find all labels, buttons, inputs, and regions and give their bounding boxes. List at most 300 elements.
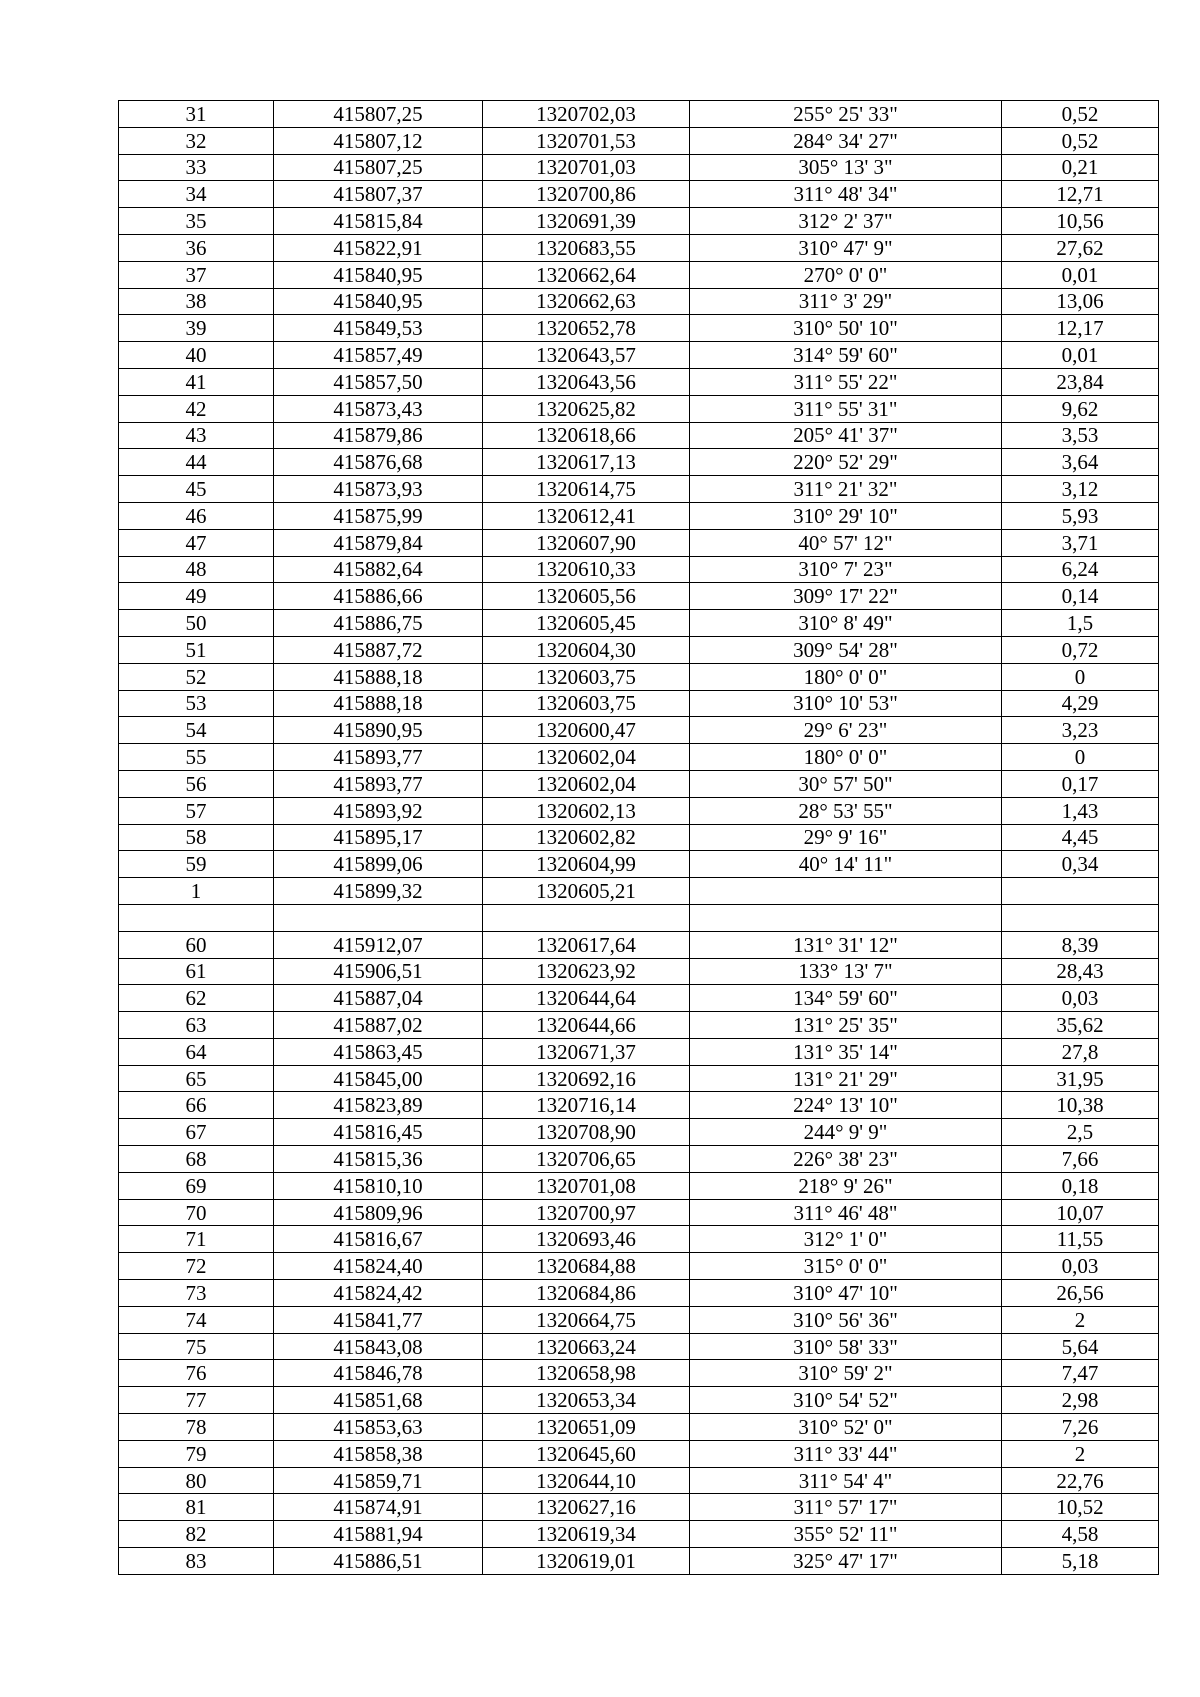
bearing-cell: 205° 41' 37" [690, 422, 1002, 449]
distance-cell: 0,01 [1002, 342, 1159, 369]
distance-cell: 12,17 [1002, 315, 1159, 342]
x-coordinate-cell: 415845,00 [274, 1065, 483, 1092]
distance-cell [1002, 904, 1159, 931]
bearing-cell: 29° 6' 23" [690, 717, 1002, 744]
y-coordinate-cell: 1320684,86 [483, 1280, 690, 1307]
distance-cell: 0,03 [1002, 1253, 1159, 1280]
distance-cell: 2,98 [1002, 1387, 1159, 1414]
point-number-cell: 62 [119, 985, 274, 1012]
y-coordinate-cell: 1320716,14 [483, 1092, 690, 1119]
x-coordinate-cell: 415807,12 [274, 127, 483, 154]
table-row [119, 395, 1159, 422]
distance-cell: 31,95 [1002, 1065, 1159, 1092]
table-row [119, 1494, 1159, 1521]
bearing-cell: 310° 52' 0" [690, 1414, 1002, 1441]
point-number-cell: 73 [119, 1280, 274, 1307]
bearing-cell: 255° 25' 33" [690, 101, 1002, 128]
y-coordinate-cell: 1320604,30 [483, 636, 690, 663]
x-coordinate-cell: 415906,51 [274, 958, 483, 985]
x-coordinate-cell: 415858,38 [274, 1440, 483, 1467]
x-coordinate-cell: 415873,93 [274, 476, 483, 503]
distance-cell: 12,71 [1002, 181, 1159, 208]
table-row [119, 449, 1159, 476]
point-number-cell: 72 [119, 1253, 274, 1280]
y-coordinate-cell: 1320602,04 [483, 770, 690, 797]
y-coordinate-cell: 1320693,46 [483, 1226, 690, 1253]
x-coordinate-cell: 415893,77 [274, 770, 483, 797]
point-number-cell: 56 [119, 770, 274, 797]
distance-cell [1002, 878, 1159, 905]
distance-cell: 13,06 [1002, 288, 1159, 315]
point-number-cell: 35 [119, 208, 274, 235]
table-row [119, 851, 1159, 878]
distance-cell: 0 [1002, 663, 1159, 690]
bearing-cell: 311° 54' 4" [690, 1467, 1002, 1494]
distance-cell: 0,14 [1002, 583, 1159, 610]
y-coordinate-cell: 1320701,03 [483, 154, 690, 181]
point-number-cell: 1 [119, 878, 274, 905]
table-row [119, 1360, 1159, 1387]
point-number-cell: 41 [119, 368, 274, 395]
bearing-cell: 311° 3' 29" [690, 288, 1002, 315]
table-row [119, 1306, 1159, 1333]
distance-cell: 27,8 [1002, 1038, 1159, 1065]
x-coordinate-cell: 415823,89 [274, 1092, 483, 1119]
bearing-cell: 311° 57' 17" [690, 1494, 1002, 1521]
point-number-cell: 69 [119, 1172, 274, 1199]
distance-cell: 4,45 [1002, 824, 1159, 851]
table-row [119, 101, 1159, 128]
y-coordinate-cell: 1320684,88 [483, 1253, 690, 1280]
y-coordinate-cell: 1320691,39 [483, 208, 690, 235]
x-coordinate-cell: 415874,91 [274, 1494, 483, 1521]
table-row [119, 1226, 1159, 1253]
y-coordinate-cell: 1320651,09 [483, 1414, 690, 1441]
point-number-cell: 64 [119, 1038, 274, 1065]
bearing-cell: 30° 57' 50" [690, 770, 1002, 797]
y-coordinate-cell: 1320701,53 [483, 127, 690, 154]
table-row [119, 1440, 1159, 1467]
table-row [119, 1521, 1159, 1548]
point-number-cell: 81 [119, 1494, 274, 1521]
x-coordinate-cell: 415893,92 [274, 797, 483, 824]
bearing-cell: 220° 52' 29" [690, 449, 1002, 476]
table-row [119, 1199, 1159, 1226]
y-coordinate-cell: 1320610,33 [483, 556, 690, 583]
bearing-cell: 311° 46' 48" [690, 1199, 1002, 1226]
table-row [119, 824, 1159, 851]
y-coordinate-cell: 1320617,13 [483, 449, 690, 476]
y-coordinate-cell: 1320664,75 [483, 1306, 690, 1333]
x-coordinate-cell: 415888,18 [274, 690, 483, 717]
x-coordinate-cell: 415815,84 [274, 208, 483, 235]
x-coordinate-cell: 415890,95 [274, 717, 483, 744]
x-coordinate-cell: 415807,25 [274, 154, 483, 181]
bearing-cell: 284° 34' 27" [690, 127, 1002, 154]
point-number-cell: 39 [119, 315, 274, 342]
x-coordinate-cell: 415809,96 [274, 1199, 483, 1226]
point-number-cell: 46 [119, 502, 274, 529]
x-coordinate-cell: 415882,64 [274, 556, 483, 583]
bearing-cell: 325° 47' 17" [690, 1548, 1002, 1575]
point-number-cell: 43 [119, 422, 274, 449]
distance-cell: 2 [1002, 1440, 1159, 1467]
table-row [119, 1253, 1159, 1280]
y-coordinate-cell: 1320658,98 [483, 1360, 690, 1387]
y-coordinate-cell: 1320644,64 [483, 985, 690, 1012]
y-coordinate-cell: 1320602,04 [483, 744, 690, 771]
y-coordinate-cell: 1320662,64 [483, 261, 690, 288]
distance-cell: 3,64 [1002, 449, 1159, 476]
table-row [119, 368, 1159, 395]
point-number-cell: 68 [119, 1146, 274, 1173]
x-coordinate-cell: 415815,36 [274, 1146, 483, 1173]
distance-cell: 3,53 [1002, 422, 1159, 449]
bearing-cell: 244° 9' 9" [690, 1119, 1002, 1146]
x-coordinate-cell: 415822,91 [274, 234, 483, 261]
coordinates-table-body [119, 101, 1159, 1575]
y-coordinate-cell [483, 904, 690, 931]
y-coordinate-cell: 1320663,24 [483, 1333, 690, 1360]
y-coordinate-cell: 1320671,37 [483, 1038, 690, 1065]
bearing-cell: 310° 47' 10" [690, 1280, 1002, 1307]
x-coordinate-cell: 415843,08 [274, 1333, 483, 1360]
x-coordinate-cell: 415875,99 [274, 502, 483, 529]
table-row [119, 1119, 1159, 1146]
bearing-cell: 133° 13' 7" [690, 958, 1002, 985]
x-coordinate-cell: 415859,71 [274, 1467, 483, 1494]
point-number-cell: 63 [119, 1012, 274, 1039]
y-coordinate-cell: 1320617,64 [483, 931, 690, 958]
table-row [119, 288, 1159, 315]
y-coordinate-cell: 1320605,21 [483, 878, 690, 905]
table-row [119, 234, 1159, 261]
point-number-cell: 80 [119, 1467, 274, 1494]
x-coordinate-cell: 415887,02 [274, 1012, 483, 1039]
y-coordinate-cell: 1320614,75 [483, 476, 690, 503]
point-number-cell: 54 [119, 717, 274, 744]
table-row [119, 1467, 1159, 1494]
point-number-cell: 31 [119, 101, 274, 128]
table-row [119, 181, 1159, 208]
bearing-cell: 218° 9' 26" [690, 1172, 1002, 1199]
bearing-cell: 310° 29' 10" [690, 502, 1002, 529]
bearing-cell: 305° 13' 3" [690, 154, 1002, 181]
y-coordinate-cell: 1320619,01 [483, 1548, 690, 1575]
x-coordinate-cell: 415888,18 [274, 663, 483, 690]
x-coordinate-cell: 415887,72 [274, 636, 483, 663]
table-row [119, 931, 1159, 958]
table-row [119, 315, 1159, 342]
distance-cell: 26,56 [1002, 1280, 1159, 1307]
x-coordinate-cell [274, 904, 483, 931]
y-coordinate-cell: 1320700,86 [483, 181, 690, 208]
point-number-cell: 47 [119, 529, 274, 556]
x-coordinate-cell: 415840,95 [274, 261, 483, 288]
distance-cell: 7,47 [1002, 1360, 1159, 1387]
distance-cell: 0,34 [1002, 851, 1159, 878]
table-row [119, 690, 1159, 717]
table-row [119, 422, 1159, 449]
table-row [119, 1280, 1159, 1307]
distance-cell: 0,52 [1002, 101, 1159, 128]
bearing-cell: 226° 38' 23" [690, 1146, 1002, 1173]
bearing-cell: 310° 59' 2" [690, 1360, 1002, 1387]
table-row [119, 502, 1159, 529]
point-number-cell: 77 [119, 1387, 274, 1414]
distance-cell: 10,52 [1002, 1494, 1159, 1521]
x-coordinate-cell: 415886,75 [274, 610, 483, 637]
bearing-cell: 180° 0' 0" [690, 663, 1002, 690]
x-coordinate-cell: 415849,53 [274, 315, 483, 342]
distance-cell: 8,39 [1002, 931, 1159, 958]
table-row [119, 797, 1159, 824]
x-coordinate-cell: 415816,67 [274, 1226, 483, 1253]
x-coordinate-cell: 415863,45 [274, 1038, 483, 1065]
table-row [119, 636, 1159, 663]
point-number-cell: 59 [119, 851, 274, 878]
distance-cell: 10,38 [1002, 1092, 1159, 1119]
distance-cell: 2,5 [1002, 1119, 1159, 1146]
table-row [119, 878, 1159, 905]
x-coordinate-cell: 415873,43 [274, 395, 483, 422]
distance-cell: 27,62 [1002, 234, 1159, 261]
y-coordinate-cell: 1320662,63 [483, 288, 690, 315]
distance-cell: 35,62 [1002, 1012, 1159, 1039]
y-coordinate-cell: 1320619,34 [483, 1521, 690, 1548]
bearing-cell [690, 904, 1002, 931]
x-coordinate-cell: 415816,45 [274, 1119, 483, 1146]
point-number-cell: 38 [119, 288, 274, 315]
distance-cell: 1,5 [1002, 610, 1159, 637]
table-row [119, 556, 1159, 583]
distance-cell: 0,21 [1002, 154, 1159, 181]
table-row [119, 342, 1159, 369]
distance-cell: 5,93 [1002, 502, 1159, 529]
table-row [119, 583, 1159, 610]
point-number-cell: 32 [119, 127, 274, 154]
table-row [119, 958, 1159, 985]
bearing-cell: 224° 13' 10" [690, 1092, 1002, 1119]
bearing-cell: 311° 21' 32" [690, 476, 1002, 503]
table-row [119, 1038, 1159, 1065]
distance-cell: 0,18 [1002, 1172, 1159, 1199]
y-coordinate-cell: 1320627,16 [483, 1494, 690, 1521]
x-coordinate-cell: 415886,51 [274, 1548, 483, 1575]
table-row [119, 1065, 1159, 1092]
bearing-cell: 180° 0' 0" [690, 744, 1002, 771]
x-coordinate-cell: 415824,40 [274, 1253, 483, 1280]
distance-cell: 7,26 [1002, 1414, 1159, 1441]
distance-cell: 22,76 [1002, 1467, 1159, 1494]
y-coordinate-cell: 1320602,13 [483, 797, 690, 824]
bearing-cell: 310° 7' 23" [690, 556, 1002, 583]
table-row [119, 770, 1159, 797]
x-coordinate-cell: 415899,06 [274, 851, 483, 878]
bearing-cell: 310° 54' 52" [690, 1387, 1002, 1414]
distance-cell: 23,84 [1002, 368, 1159, 395]
bearing-cell: 311° 55' 22" [690, 368, 1002, 395]
table-row [119, 1414, 1159, 1441]
distance-cell: 0 [1002, 744, 1159, 771]
table-row [119, 529, 1159, 556]
table-row [119, 1172, 1159, 1199]
distance-cell: 6,24 [1002, 556, 1159, 583]
distance-cell: 0,17 [1002, 770, 1159, 797]
y-coordinate-cell: 1320701,08 [483, 1172, 690, 1199]
y-coordinate-cell: 1320625,82 [483, 395, 690, 422]
bearing-cell: 131° 31' 12" [690, 931, 1002, 958]
x-coordinate-cell: 415879,86 [274, 422, 483, 449]
distance-cell: 5,18 [1002, 1548, 1159, 1575]
table-row [119, 1146, 1159, 1173]
table-row [119, 476, 1159, 503]
y-coordinate-cell: 1320603,75 [483, 690, 690, 717]
y-coordinate-cell: 1320644,66 [483, 1012, 690, 1039]
bearing-cell [690, 878, 1002, 905]
point-number-cell: 49 [119, 583, 274, 610]
point-number-cell: 45 [119, 476, 274, 503]
table-row [119, 904, 1159, 931]
table-row [119, 744, 1159, 771]
bearing-cell: 131° 25' 35" [690, 1012, 1002, 1039]
point-number-cell: 66 [119, 1092, 274, 1119]
x-coordinate-cell: 415899,32 [274, 878, 483, 905]
distance-cell: 3,12 [1002, 476, 1159, 503]
y-coordinate-cell: 1320706,65 [483, 1146, 690, 1173]
x-coordinate-cell: 415807,37 [274, 181, 483, 208]
distance-cell: 11,55 [1002, 1226, 1159, 1253]
x-coordinate-cell: 415879,84 [274, 529, 483, 556]
distance-cell: 7,66 [1002, 1146, 1159, 1173]
point-number-cell: 76 [119, 1360, 274, 1387]
table-row [119, 1333, 1159, 1360]
point-number-cell: 61 [119, 958, 274, 985]
bearing-cell: 309° 54' 28" [690, 636, 1002, 663]
x-coordinate-cell: 415846,78 [274, 1360, 483, 1387]
bearing-cell: 312° 2' 37" [690, 208, 1002, 235]
point-number-cell: 71 [119, 1226, 274, 1253]
distance-cell: 0,03 [1002, 985, 1159, 1012]
y-coordinate-cell: 1320605,56 [483, 583, 690, 610]
y-coordinate-cell: 1320708,90 [483, 1119, 690, 1146]
x-coordinate-cell: 415840,95 [274, 288, 483, 315]
point-number-cell: 42 [119, 395, 274, 422]
point-number-cell: 40 [119, 342, 274, 369]
x-coordinate-cell: 415807,25 [274, 101, 483, 128]
table-row [119, 985, 1159, 1012]
y-coordinate-cell: 1320603,75 [483, 663, 690, 690]
point-number-cell: 34 [119, 181, 274, 208]
y-coordinate-cell: 1320604,99 [483, 851, 690, 878]
distance-cell: 4,58 [1002, 1521, 1159, 1548]
bearing-cell: 270° 0' 0" [690, 261, 1002, 288]
bearing-cell: 315° 0' 0" [690, 1253, 1002, 1280]
point-number-cell: 33 [119, 154, 274, 181]
point-number-cell: 75 [119, 1333, 274, 1360]
x-coordinate-cell: 415810,10 [274, 1172, 483, 1199]
bearing-cell: 312° 1' 0" [690, 1226, 1002, 1253]
y-coordinate-cell: 1320702,03 [483, 101, 690, 128]
bearing-cell: 40° 14' 11" [690, 851, 1002, 878]
bearing-cell: 311° 48' 34" [690, 181, 1002, 208]
x-coordinate-cell: 415853,63 [274, 1414, 483, 1441]
bearing-cell: 310° 8' 49" [690, 610, 1002, 637]
distance-cell: 3,71 [1002, 529, 1159, 556]
table-row [119, 610, 1159, 637]
table-row [119, 663, 1159, 690]
point-number-cell: 83 [119, 1548, 274, 1575]
x-coordinate-cell: 415876,68 [274, 449, 483, 476]
y-coordinate-cell: 1320605,45 [483, 610, 690, 637]
point-number-cell: 51 [119, 636, 274, 663]
point-number-cell: 67 [119, 1119, 274, 1146]
table-row [119, 717, 1159, 744]
point-number-cell: 58 [119, 824, 274, 851]
bearing-cell: 134° 59' 60" [690, 985, 1002, 1012]
x-coordinate-cell: 415851,68 [274, 1387, 483, 1414]
x-coordinate-cell: 415824,42 [274, 1280, 483, 1307]
bearing-cell: 40° 57' 12" [690, 529, 1002, 556]
bearing-cell: 310° 58' 33" [690, 1333, 1002, 1360]
table-row [119, 127, 1159, 154]
point-number-cell: 44 [119, 449, 274, 476]
distance-cell: 28,43 [1002, 958, 1159, 985]
distance-cell: 0,01 [1002, 261, 1159, 288]
table-row [119, 1012, 1159, 1039]
distance-cell: 5,64 [1002, 1333, 1159, 1360]
bearing-cell: 355° 52' 11" [690, 1521, 1002, 1548]
y-coordinate-cell: 1320700,97 [483, 1199, 690, 1226]
distance-cell: 1,43 [1002, 797, 1159, 824]
y-coordinate-cell: 1320600,47 [483, 717, 690, 744]
y-coordinate-cell: 1320643,56 [483, 368, 690, 395]
y-coordinate-cell: 1320643,57 [483, 342, 690, 369]
x-coordinate-cell: 415857,49 [274, 342, 483, 369]
bearing-cell: 310° 56' 36" [690, 1306, 1002, 1333]
y-coordinate-cell: 1320612,41 [483, 502, 690, 529]
y-coordinate-cell: 1320683,55 [483, 234, 690, 261]
x-coordinate-cell: 415841,77 [274, 1306, 483, 1333]
x-coordinate-cell: 415887,04 [274, 985, 483, 1012]
point-number-cell: 57 [119, 797, 274, 824]
table-row [119, 208, 1159, 235]
coordinates-table [118, 100, 1159, 1575]
table-row [119, 1548, 1159, 1575]
point-number-cell: 36 [119, 234, 274, 261]
distance-cell: 2 [1002, 1306, 1159, 1333]
table-row [119, 1387, 1159, 1414]
table-row [119, 1092, 1159, 1119]
bearing-cell: 311° 55' 31" [690, 395, 1002, 422]
point-number-cell: 50 [119, 610, 274, 637]
y-coordinate-cell: 1320652,78 [483, 315, 690, 342]
distance-cell: 0,72 [1002, 636, 1159, 663]
table-row [119, 261, 1159, 288]
point-number-cell: 79 [119, 1440, 274, 1467]
point-number-cell: 37 [119, 261, 274, 288]
x-coordinate-cell: 415912,07 [274, 931, 483, 958]
y-coordinate-cell: 1320692,16 [483, 1065, 690, 1092]
y-coordinate-cell: 1320618,66 [483, 422, 690, 449]
x-coordinate-cell: 415893,77 [274, 744, 483, 771]
x-coordinate-cell: 415857,50 [274, 368, 483, 395]
x-coordinate-cell: 415886,66 [274, 583, 483, 610]
point-number-cell: 60 [119, 931, 274, 958]
point-number-cell: 70 [119, 1199, 274, 1226]
point-number-cell: 48 [119, 556, 274, 583]
distance-cell: 0,52 [1002, 127, 1159, 154]
